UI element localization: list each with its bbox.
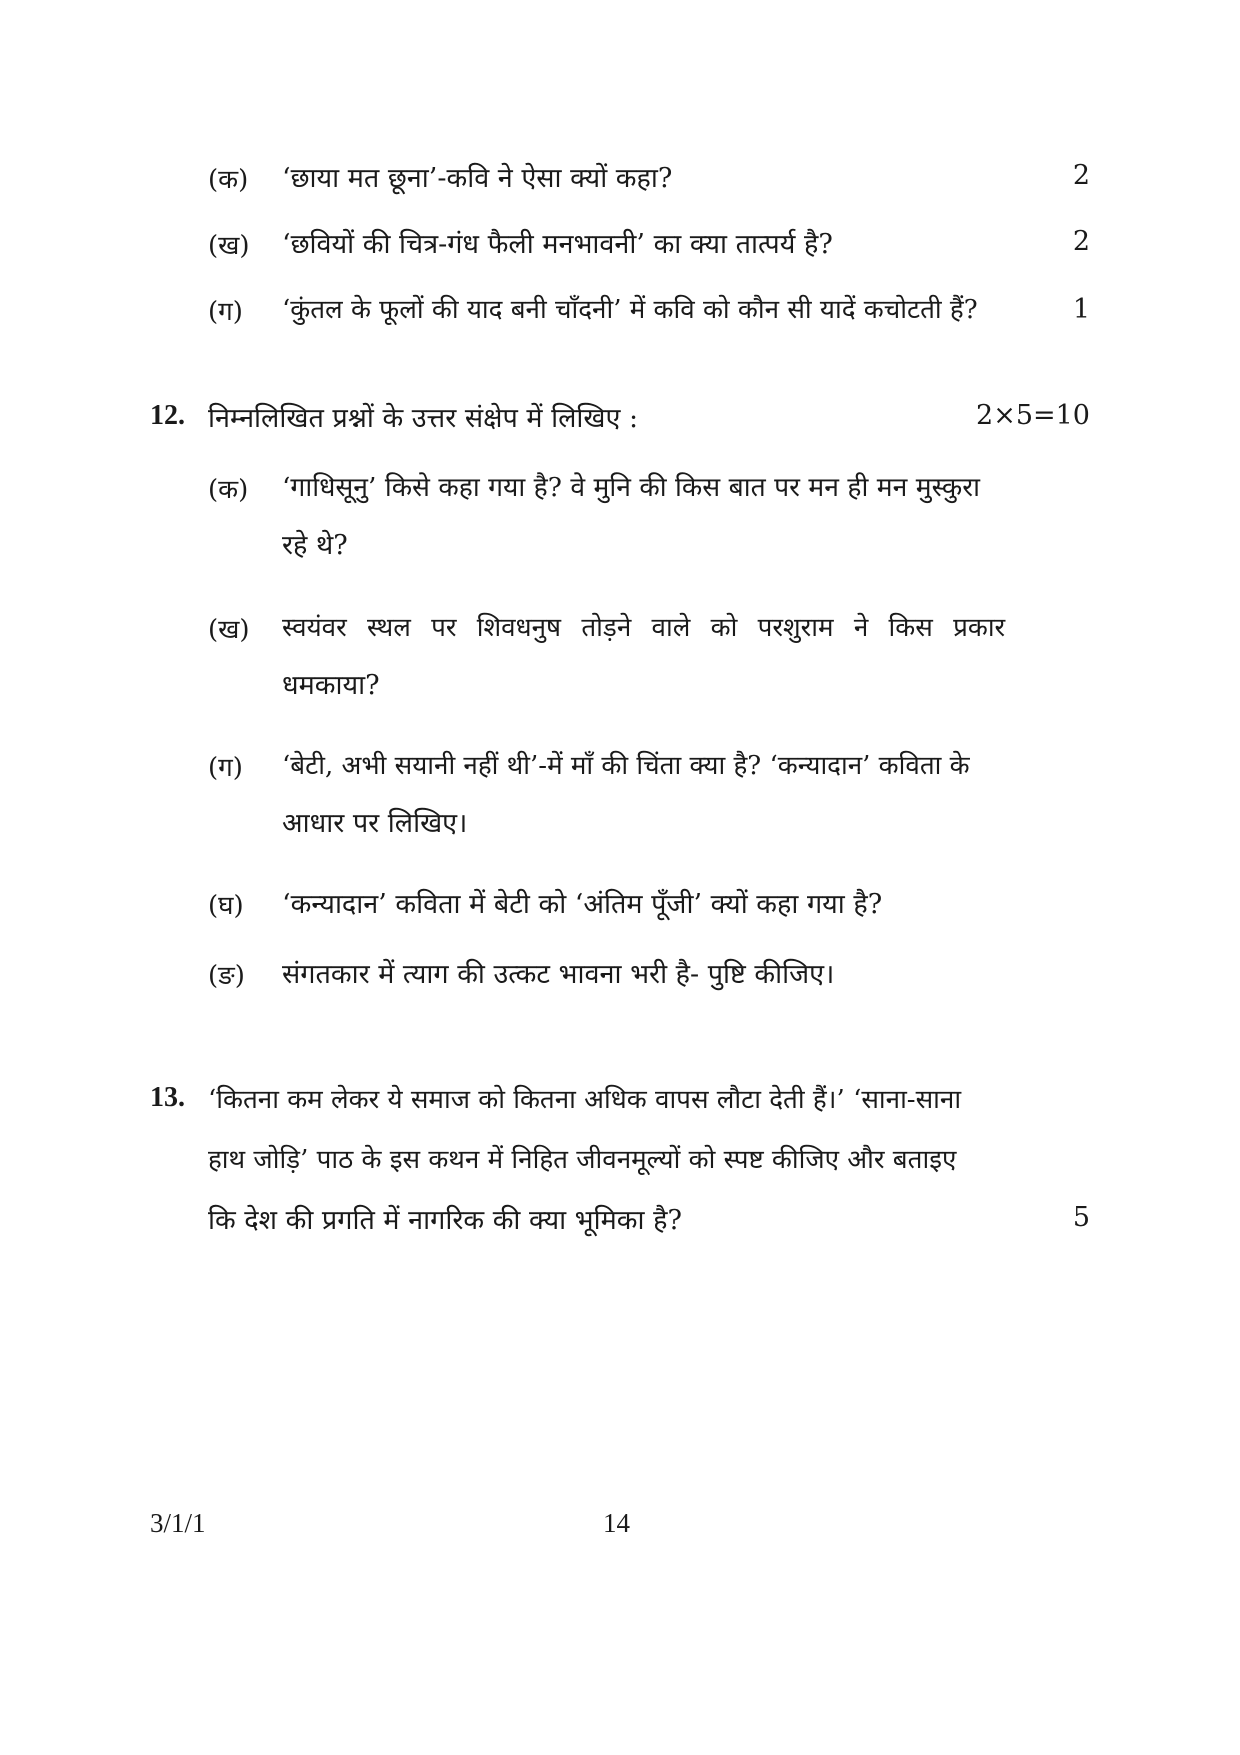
part-text-line2: धमकाया? bbox=[282, 670, 380, 701]
marks: 1 bbox=[1072, 294, 1090, 325]
marks: 2 bbox=[1072, 160, 1090, 191]
part-text-line2: आधार पर लिखिए। bbox=[282, 808, 468, 839]
part-label: (ङ) bbox=[208, 961, 245, 991]
question-text-line1: ‘कितना कम लेकर ये समाज को कितना अधिक वापस लौटा देती हैं।’ ‘साना-साना bbox=[208, 1085, 962, 1115]
part-text-line1: ‘बेटी, अभी सयानी नहीं थी’-में माँ की चिंता क्या है? ‘कन्यादान’ कविता के bbox=[282, 751, 970, 781]
part-text: ‘छाया मत छूना’-कवि ने ऐसा क्यों कहा? bbox=[282, 163, 673, 194]
part-label: (ख) bbox=[208, 615, 250, 645]
marks: 2 bbox=[1072, 226, 1090, 257]
paper-code: 3/1/1 bbox=[150, 1508, 206, 1538]
part-label: (ख) bbox=[208, 231, 250, 261]
part-label: (क) bbox=[208, 165, 249, 195]
part-text-line1: ‘कन्यादान’ कविता में बेटी को ‘अंतिम पूँजी’ क्यों कहा गया है? bbox=[282, 889, 883, 920]
marks: 2×5=10 bbox=[976, 400, 1090, 431]
part-label: (ग) bbox=[208, 297, 243, 327]
part-label: (क) bbox=[208, 475, 249, 505]
question-number: 12. bbox=[150, 400, 185, 431]
question-text-line2: हाथ जोड़ि’ पाठ के इस कथन में निहित जीवनमूल्यों को स्पष्ट कीजिए और बताइए bbox=[208, 1145, 957, 1175]
part-text: ‘कुंतल के फूलों की याद बनी चाँदनी’ में कवि को कौन सी यादें कचोटती हैं? bbox=[282, 295, 978, 325]
part-text-line2: रहे थे? bbox=[282, 530, 348, 561]
part-label: (ग) bbox=[208, 753, 243, 783]
part-text-line1: संगतकार में त्याग की उत्कट भावना भरी है- पुष्टि कीजिए। bbox=[282, 959, 835, 990]
page-number: 14 bbox=[603, 1508, 630, 1538]
question-number: 13. bbox=[150, 1082, 185, 1113]
part-text-line1: ‘गाधिसूनु’ किसे कहा गया है? वे मुनि की किस बात पर मन ही मन मुस्कुरा bbox=[282, 472, 980, 503]
part-label: (घ) bbox=[208, 891, 244, 921]
part-text-line1: स्वयंवर स्थल पर शिवधनुष तोड़ने वाले को परशुराम ने किस प्रकार bbox=[282, 613, 1006, 643]
marks: 5 bbox=[1072, 1202, 1090, 1233]
part-text: ‘छवियों की चित्र-गंध फैली मनभावनी’ का क्या तात्पर्य है? bbox=[282, 229, 833, 260]
question-instruction: निम्नलिखित प्रश्नों के उत्तर संक्षेप में लिखिए : bbox=[208, 403, 639, 434]
question-text-line3: कि देश की प्रगति में नागरिक की क्या भूमिका है? bbox=[208, 1205, 682, 1236]
